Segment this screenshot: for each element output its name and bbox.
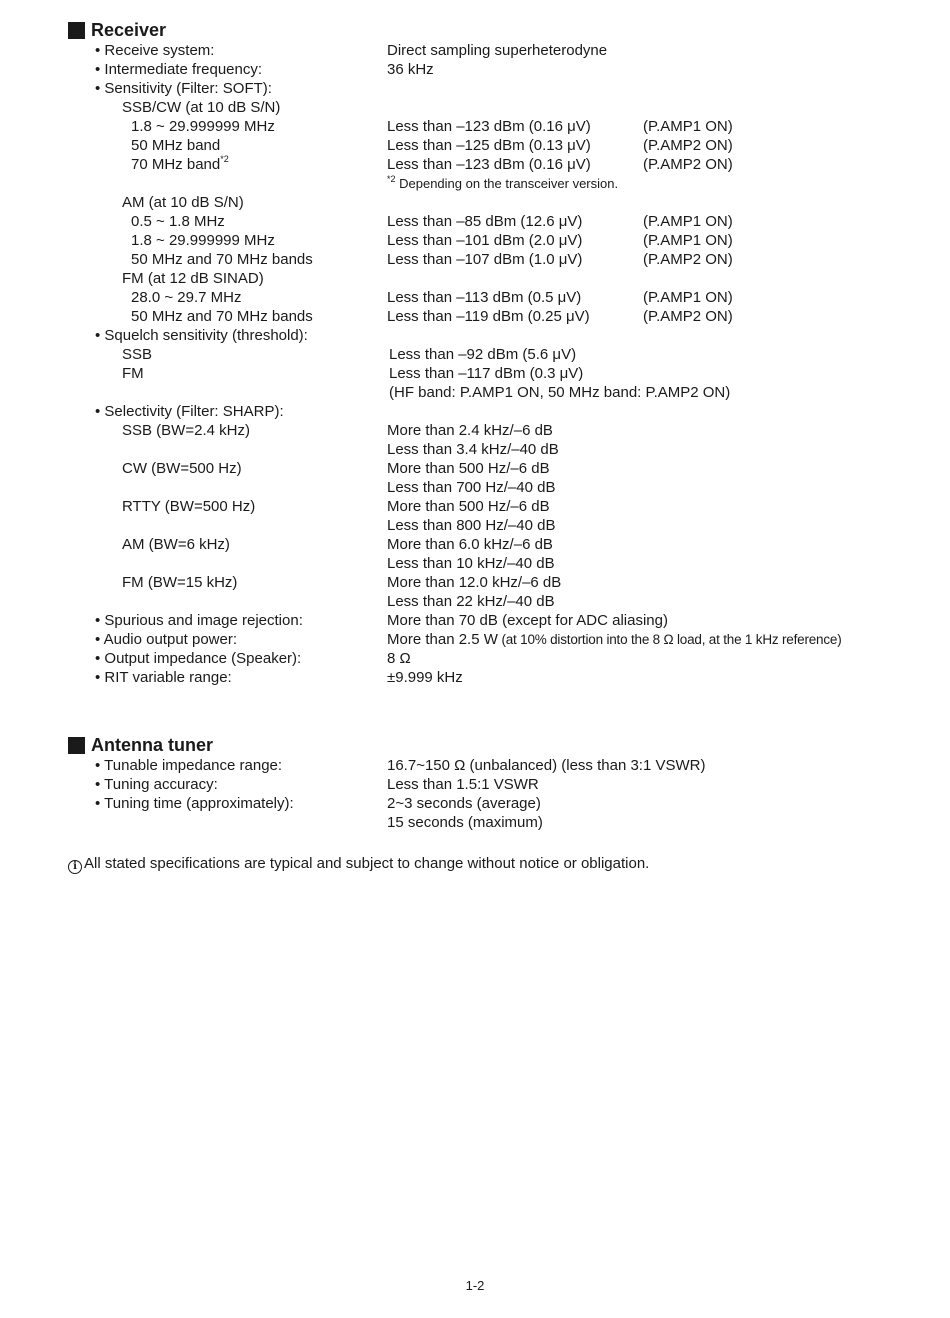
spec-row <box>0 794 950 813</box>
spec-value: Less than –123 dBm (0.16 μV) <box>387 118 591 135</box>
spec-label: • RIT variable range: <box>95 669 232 686</box>
spec-row <box>0 516 950 535</box>
spec-label: • Tunable impedance range: <box>95 757 283 774</box>
spec-value: Less than –113 dBm (0.5 μV) <box>387 289 582 306</box>
spec-row <box>0 326 950 345</box>
spec-value: Less than –123 dBm (0.16 μV) <box>387 156 591 173</box>
spec-label: CW (BW=500 Hz) <box>122 460 242 477</box>
spec-value: 36 kHz <box>387 61 434 78</box>
spec-sublabel: AM (at 10 dB S/N) <box>122 194 244 211</box>
spec-value: 8 Ω <box>387 650 411 667</box>
tuner-heading <box>68 733 213 757</box>
spec-note: (P.AMP2 ON) <box>643 251 733 268</box>
receiver-title: Receiver <box>91 20 167 40</box>
spec-label: • Audio output power: <box>95 631 238 648</box>
spec-value: More than 2.4 kHz/–6 dB <box>387 422 553 439</box>
spec-label: • Selectivity (Filter: SHARP): <box>95 403 284 420</box>
spec-row <box>0 668 950 687</box>
spec-value: 16.7~150 Ω (unbalanced) (less than 3:1 VSWR) <box>387 757 706 774</box>
spec-value: More than 12.0 kHz/–6 dB <box>387 574 562 591</box>
spec-value: Less than –119 dBm (0.25 μV) <box>387 308 590 325</box>
spec-label: 1.8 ~ 29.999999 MHz <box>131 232 275 249</box>
spec-row <box>0 630 950 649</box>
spec-label: 70 MHz band$^{*2}$ <box>131 154 229 173</box>
spec-subhead <box>0 269 950 288</box>
spec-label: FM <box>122 365 144 382</box>
section-square-icon <box>68 22 85 39</box>
spec-value: Less than –107 dBm (1.0 μV) <box>387 251 583 268</box>
spec-value: Direct sampling superheterodyne <box>387 42 608 59</box>
spec-row <box>0 155 950 174</box>
spec-note: (P.AMP1 ON) <box>643 213 733 230</box>
spec-label: SSB <box>122 346 153 363</box>
spec-value: Less than 700 Hz/–40 dB <box>387 479 556 496</box>
section-square-icon <box>68 737 85 754</box>
spec-subhead <box>0 98 950 117</box>
spec-value: Less than –92 dBm (5.6 μV) <box>389 346 577 363</box>
spec-row <box>0 756 950 775</box>
spec-label: • Tuning time (approximately): <box>95 795 294 812</box>
spec-value: Less than 3.4 kHz/–40 dB <box>387 441 559 458</box>
spec-label: AM (BW=6 kHz) <box>122 536 230 553</box>
spec-row <box>0 459 950 478</box>
spec-note: (P.AMP1 ON) <box>643 289 733 306</box>
spec-sublabel: FM (at 12 dB SINAD) <box>122 270 264 287</box>
spec-note: (P.AMP1 ON) <box>643 118 733 135</box>
spec-label: 50 MHz and 70 MHz bands <box>131 308 313 325</box>
spec-value: Less than –85 dBm (12.6 μV) <box>387 213 583 230</box>
spec-value: 15 seconds (maximum) <box>387 814 543 831</box>
spec-note: (P.AMP2 ON) <box>643 137 733 154</box>
spec-row <box>0 383 950 402</box>
spec-row <box>0 212 950 231</box>
spec-row <box>0 307 950 326</box>
spec-note: (P.AMP2 ON) <box>643 156 733 173</box>
spec-label: 50 MHz and 70 MHz bands <box>131 251 313 268</box>
spec-value: Less than 1.5:1 VSWR <box>387 776 539 793</box>
spec-label: • Intermediate frequency: <box>95 61 263 78</box>
page-number: 1-2 <box>465 1278 485 1293</box>
spec-label: 28.0 ~ 29.7 MHz <box>131 289 242 306</box>
spec-row <box>0 345 950 364</box>
spec-row <box>0 478 950 497</box>
spec-value: 2~3 seconds (average) <box>387 795 541 812</box>
footnote-mark: *2 <box>387 173 396 184</box>
spec-label: 1.8 ~ 29.999999 MHz <box>131 118 275 135</box>
spec-row <box>0 421 950 440</box>
spec-row <box>0 611 950 630</box>
spec-label: • Tuning accuracy: <box>95 776 218 793</box>
spec-label: SSB (BW=2.4 kHz) <box>122 422 250 439</box>
spec-row <box>0 554 950 573</box>
spec-row <box>0 231 950 250</box>
disclaimer <box>68 854 649 874</box>
spec-label: • Spurious and image rejection: <box>95 612 303 629</box>
spec-row <box>0 775 950 794</box>
spec-value: Less than –101 dBm (2.0 μV) <box>387 232 583 249</box>
spec-row <box>0 41 950 60</box>
spec-row <box>0 288 950 307</box>
spec-value: More than 500 Hz/–6 dB <box>387 460 550 477</box>
spec-subhead <box>0 193 950 212</box>
spec-row <box>0 649 950 668</box>
spec-row <box>0 592 950 611</box>
spec-label: • Receive system: <box>95 42 215 59</box>
spec-value: More than 2.5 W (at 10% distortion into the 8 Ω load, at the 1 kHz reference) <box>387 631 842 648</box>
footnote: $^{*2}$ Depending on the transceiver version. <box>387 173 619 191</box>
disclaimer-text: All stated specifications are typical and subject to change without notice or obligation. <box>84 855 650 872</box>
spec-row <box>0 117 950 136</box>
spec-row <box>0 440 950 459</box>
spec-row <box>0 250 950 269</box>
spec-value: More than 70 dB (except for ADC aliasing) <box>387 612 668 629</box>
spec-value: More than 6.0 kHz/–6 dB <box>387 536 553 553</box>
receiver-heading <box>68 18 166 42</box>
spec-value: More than 500 Hz/–6 dB <box>387 498 550 515</box>
tuner-title: Antenna tuner <box>91 735 214 755</box>
spec-sublabel: SSB/CW (at 10 dB S/N) <box>122 99 281 116</box>
spec-label: RTTY (BW=500 Hz) <box>122 498 256 515</box>
spec-value: Less than 800 Hz/–40 dB <box>387 517 556 534</box>
spec-row <box>0 497 950 516</box>
spec-note: (P.AMP1 ON) <box>643 232 733 249</box>
spec-row <box>0 535 950 554</box>
spec-label: FM (BW=15 kHz) <box>122 574 238 591</box>
spec-note: (P.AMP2 ON) <box>643 308 733 325</box>
spec-value: Less than 10 kHz/–40 dB <box>387 555 555 572</box>
spec-value: Less than 22 kHz/–40 dB <box>387 593 555 610</box>
spec-label: • Squelch sensitivity (threshold): <box>95 327 308 344</box>
footnote-row <box>0 174 950 193</box>
spec-label: • Sensitivity (Filter: SOFT): <box>95 80 272 97</box>
spec-row <box>0 813 950 832</box>
spec-row <box>0 364 950 383</box>
spec-label: 0.5 ~ 1.8 MHz <box>131 213 225 230</box>
info-icon: i <box>68 860 82 874</box>
spec-value: ±9.999 kHz <box>387 669 463 686</box>
spec-label: 50 MHz band <box>131 137 221 154</box>
spec-row <box>0 573 950 592</box>
spec-value: Less than –125 dBm (0.13 μV) <box>387 137 591 154</box>
spec-row <box>0 79 950 98</box>
spec-row <box>0 136 950 155</box>
spec-row <box>0 60 950 79</box>
footnote-mark: *2 <box>220 154 229 164</box>
spec-value-detail: (at 10% distortion into the 8 Ω load, at the 1 kHz reference) <box>497 632 842 647</box>
spec-value: Less than –117 dBm (0.3 μV) <box>389 365 584 382</box>
spec-label: • Output impedance (Speaker): <box>95 650 302 667</box>
spec-row <box>0 402 950 421</box>
spec-note: (HF band: P.AMP1 ON, 50 MHz band: P.AMP2 ON) <box>389 384 731 401</box>
